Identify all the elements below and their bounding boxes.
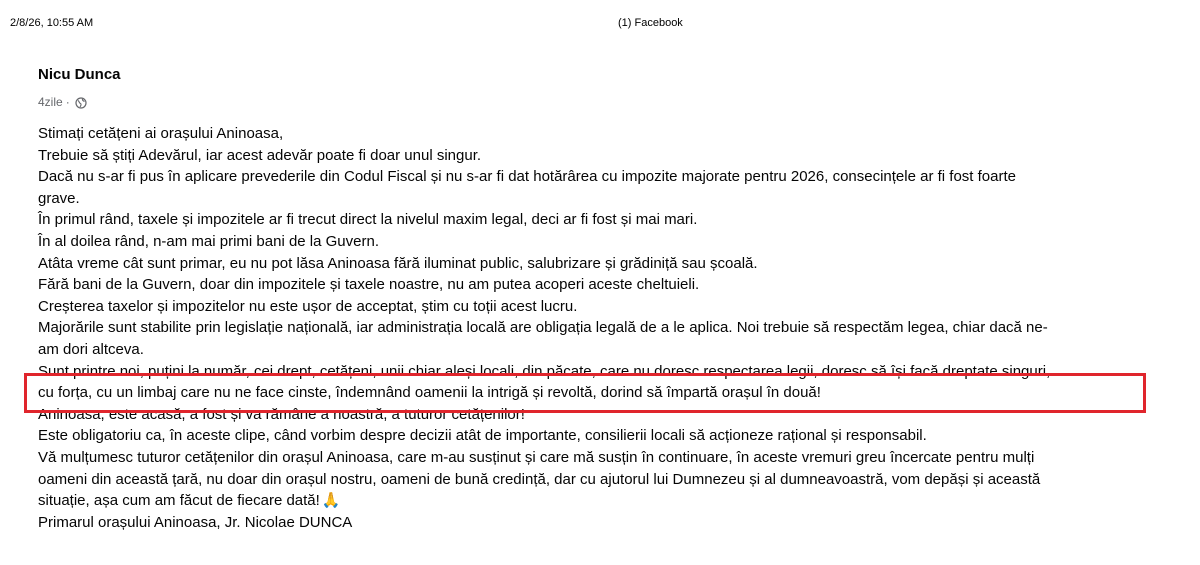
post-author[interactable]: Nicu Dunca: [38, 66, 121, 83]
post-line: Aninoasa, este acasă, a fost și va rămâne a noastră, a tuturor cetățenilor!: [38, 405, 525, 423]
post-line: am dori altceva.: [38, 340, 144, 358]
post-line: Stimați cetățeni ai orașului Aninoasa,: [38, 125, 284, 142]
post-line-with-emoji: [38, 490, 1148, 512]
post-line-text: situație, așa cum am făcut de fiecare dată!: [38, 492, 320, 510]
post-line: Creșterea taxelor și impozitelor nu este ușor de acceptat, știm cu toții acest lucru.: [38, 297, 578, 315]
post-line: oameni din această țară, nu doar din orașul nostru, oameni de bună credință, dar cu ajutorul lui Dumnezeu și al dumneavoastră, vom depăși și această: [38, 470, 1041, 488]
print-date: 2/8/26, 10:55 AM: [10, 17, 94, 29]
globe-icon[interactable]: [75, 97, 87, 109]
post-line: În primul rând, taxele și impozitele ar fi trecut direct la nivelul maxim legal, deci ar fi fost și mai mari.: [38, 211, 698, 229]
praying-hands-icon: 🙏: [321, 492, 341, 510]
post-line: Majorările sunt stabilite prin legislație națională, iar administrația locală are obligația legală de a le aplica. Noi trebuie să respectăm legea, chiar dacă ne-: [38, 319, 1048, 337]
post-line: Fără bani de la Guvern, doar din impozitele și taxele noastre, nu am putea acoperi aceste cheltuieli.: [38, 276, 700, 294]
post-line: Atâta vreme cât sunt primar, eu nu pot lăsa Aninoasa fără iluminat public, salubrizare și grădiniță sau școală.: [38, 254, 758, 272]
post-line: grave.: [38, 189, 80, 207]
facebook-post: [38, 64, 1148, 533]
post-timestamp[interactable]: 4zile: [38, 95, 63, 109]
post-meta: [38, 94, 1148, 110]
print-page-title: (1) Facebook: [618, 17, 683, 29]
post-line: Trebuie să știți Adevărul, iar acest adevăr poate fi doar unul singur.: [38, 146, 482, 164]
post-line: Dacă nu s-ar fi pus în aplicare prevederile din Codul Fiscal și nu s-ar fi dat hotărârea cu impozite majorate pentru 2026, consecințele ar fi fost foarte: [38, 168, 1016, 186]
meta-separator: ·: [65, 95, 70, 109]
print-header: [0, 17, 1200, 31]
highlighted-line: cu forța, cu un limbaj care nu ne face cinste, îndemnând oamenii la intrigă și revoltă, dorind să împartă orașul în două!: [38, 384, 821, 402]
post-line: În al doilea rând, n-am mai primi bani de la Guvern.: [38, 232, 380, 250]
post-line: Vă mulțumesc tuturor cetățenilor din orașul Aninoasa, care m-au susținut și care mă susțin în continuare, în aceste vremuri greu încercate pentru mulți: [38, 448, 1035, 466]
highlighted-line: Sunt printre noi, puțini la număr, cei drept, cetățeni, unii chiar aleși locali, din păcate, care nu doresc respectarea legii, doresc să își facă dreptate singuri,: [38, 362, 1051, 380]
post-body: [38, 123, 1148, 533]
post-line: Este obligatoriu ca, în aceste clipe, când vorbim despre decizii atât de importante, consilierii locali să acționeze rațional și responsabil.: [38, 427, 927, 445]
post-signature: Primarul orașului Aninoasa, Jr. Nicolae DUNCA: [38, 513, 353, 531]
